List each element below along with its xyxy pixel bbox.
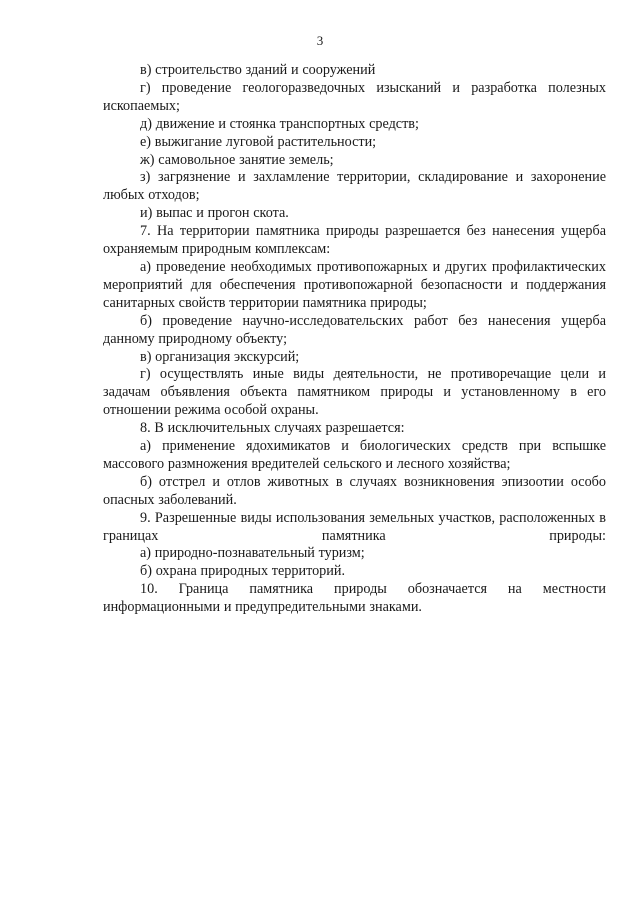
section-9-heading: 9. Разрешенные виды использования земельных участков, расположенных в границах памятника природы: <box>103 509 606 544</box>
paragraph-allowed-research: б) проведение научно-исследовательских работ без нанесения ущерба данному природному объекту; <box>103 312 606 347</box>
paragraph-allowed-fire-prevention: а) проведение необходимых противопожарных и других профилактических мероприятий для обеспечения противопожарной безопасности и поддержания санитарных свойств территории памятника природы; <box>103 258 606 311</box>
paragraph-use-protection: б) охрана природных территорий. <box>140 563 346 580</box>
paragraph-prohibited-geological-survey: г) проведение геологоразведочных изысканий и разработка полезных ископаемых; <box>103 79 606 114</box>
paragraph-use-tourism: а) природно-познавательный туризм; <box>140 545 365 562</box>
paragraph-prohibited-grazing: и) выпас и прогон скота. <box>140 205 289 222</box>
paragraph-prohibited-vehicle-traffic: д) движение и стоянка транспортных средств; <box>140 115 419 132</box>
paragraph-prohibited-construction: в) строительство зданий и сооружений <box>140 62 376 78</box>
paragraph-prohibited-land-seizure: ж) самовольное занятие земель; <box>140 151 334 168</box>
paragraph-prohibited-pollution: з) загрязнение и захламление территории, складирование и захоронение любых отходов; <box>103 169 606 204</box>
paragraph-allowed-other-activities: г) осуществлять иные виды деятельности, не противоречащие цели и задачам объявления объекта памятником природы и установленному в его отношении режима особой охраны. <box>103 366 606 419</box>
section-7-heading: 7. На территории памятника природы разрешается без нанесения ущерба охраняемым природным комплексам: <box>103 223 606 258</box>
paragraph-exception-animal-culling: б) отстрел и отлов животных в случаях возникновения эпизоотии особо опасных заболеваний. <box>103 473 606 508</box>
paragraph-exception-pesticides: а) применение ядохимикатов и биологических средств при вспышке массового размножения вредителей сельского и лесного хозяйства; <box>103 438 606 472</box>
document-body <box>103 62 606 617</box>
page-number: 3 <box>316 33 324 48</box>
section-10-boundary: 10. Граница памятника природы обозначается на местности информационными и предупредительными знаками. <box>103 581 606 616</box>
paragraph-prohibited-burning: е) выжигание луговой растительности; <box>140 133 377 150</box>
paragraph-allowed-excursions: в) организация экскурсий; <box>140 348 300 365</box>
section-8-heading: 8. В исключительных случаях разрешается: <box>140 420 405 437</box>
